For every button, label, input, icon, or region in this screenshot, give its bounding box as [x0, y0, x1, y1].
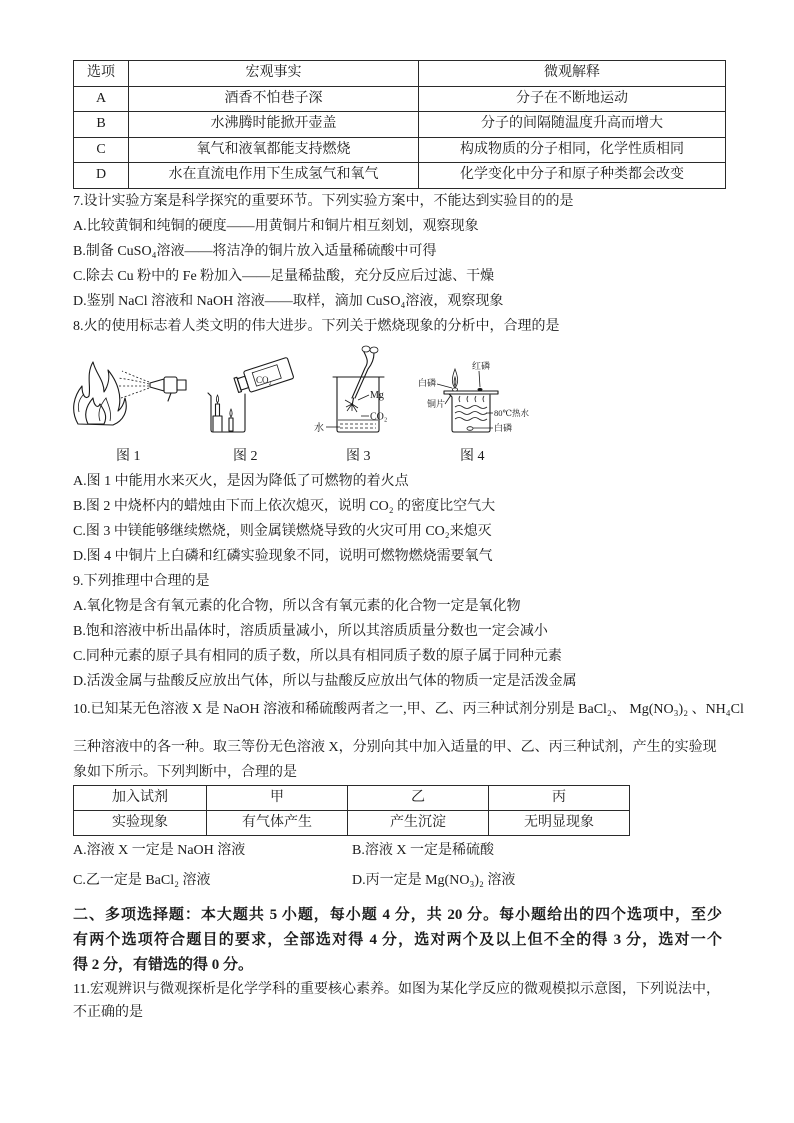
table-row [74, 137, 726, 163]
macro-micro-table [73, 60, 726, 189]
option-cell: C [74, 137, 129, 163]
option-cell: B [74, 112, 129, 138]
steam-lines [459, 396, 484, 402]
red-phosphorus [478, 388, 483, 391]
reagent-cell: 丙 [489, 786, 630, 811]
leader-line [445, 395, 451, 404]
hose-nozzle-icon [150, 377, 186, 401]
water-label: 水 [314, 423, 324, 434]
copper-plate-label: 铜片 [427, 399, 446, 409]
question-10-stem-first [73, 697, 744, 722]
table-row [74, 786, 630, 811]
table-row [74, 86, 726, 112]
micro-explanation-cell: 分子在不断地运动 [419, 86, 726, 112]
question-9-option-b: B.饱和溶液中析出晶体时，溶质质量减小，所以其溶质质量分数也一定会减小 [73, 624, 548, 639]
header-macro-fact: 宏观事实 [129, 61, 419, 87]
question-10-option-d: D.丙一定是 Mg(NO₃)₂ 溶液 [352, 873, 516, 888]
section-2-line: 二、多项选择题：本大题共 5 小题，每小题 4 分，共 20 分。每小题给出的四个选项中，至少 [73, 907, 722, 923]
question-7-option-a: A.比较黄铜和纯铜的硬度——用黄铜片和铜片相互刻划，观察现象 [73, 219, 479, 234]
section-2-line: 有两个选项符合题目的要求，全部选对得 4 分，选对两个及以上但不全的得 3 分，选对一个 [73, 932, 722, 948]
short-candle-icon [229, 418, 233, 431]
figure-2-caption: 图 2 [233, 449, 258, 464]
table-row [74, 112, 726, 138]
reagent-observation-table [73, 785, 630, 836]
question-8-option-d: D.图 4 中铜片上白磷和红磷实验现象不同，说明可燃物燃烧需要氧气 [73, 549, 493, 564]
question-8-stem: 8.火的使用标志着人类文明的伟大进步。下列关于燃烧现象的分析中，合理的是 [73, 319, 560, 334]
question-8-9 [73, 469, 577, 694]
question-7-option-b: B.制备 CuSO₄溶液——将洁净的铜片放入适量稀硫酸中可得 [73, 244, 437, 259]
question-9-option-d: D.活泼金属与盐酸反应放出气体，所以与盐酸反应放出气体的物质一定是活泼金属 [73, 674, 577, 689]
red-phosphorus-label: 红磷 [472, 361, 491, 371]
macro-fact-cell: 酒香不怕巷子深 [129, 86, 419, 112]
question-10-stem-rest [73, 735, 717, 785]
observation-header-cell: 实验现象 [74, 811, 207, 836]
micro-explanation-cell: 化学变化中分子和原子种类都会改变 [419, 163, 726, 189]
question-9-option-c: C.同种元素的原子具有相同的质子数，所以具有相同质子数的原子属于同种元素 [73, 649, 562, 664]
section-2-line: 得 2 分，有错选的得 0 分。 [73, 957, 254, 973]
hot-water-label: 80℃热水 [494, 408, 530, 418]
white-phosphorus-bottom-label: 白磷 [494, 423, 513, 433]
section-2-instructions [73, 903, 722, 978]
candle-flame-icon [216, 395, 218, 403]
figure-2-co2-candles [208, 357, 294, 432]
question-11 [73, 978, 720, 1024]
question-10-stem-line: 10.已知某无色溶液 X 是 NaOH 溶液和稀硫酸两者之一,甲、乙、丙三种试剂分别是 BaCl₂、 Mg(NO₃)₂ 、NH₄Cl [73, 702, 744, 717]
question-8-option-b: B.图 2 中烧杯内的蜡烛由下而上依次熄灭，说明 CO₂ 的密度比空气大 [73, 499, 496, 514]
macro-fact-cell: 水在直流电作用下生成氢气和氧气 [129, 163, 419, 189]
macro-fact-cell: 水沸腾时能掀开壶盖 [129, 112, 419, 138]
reagent-header-cell: 加入试剂 [74, 786, 207, 811]
flame-tongue [99, 398, 111, 421]
water-spray [118, 371, 149, 398]
gas-label: CO₂ [370, 411, 388, 423]
observation-cell: 无明显现象 [489, 811, 630, 836]
flame-tongue [78, 394, 84, 412]
flame-icon [74, 362, 127, 425]
question-10-option-c: C.乙一定是 BaCl₂ 溶液 [73, 873, 211, 888]
leader-line [479, 371, 480, 387]
reagent-cell: 乙 [348, 786, 489, 811]
question-8-option-a: A.图 1 中能用水来灭火，是因为降低了可燃物的着火点 [73, 474, 409, 489]
copper-plate [444, 391, 498, 394]
hot-water [455, 406, 487, 421]
question-9-option-a: A.氧化物是含有氧元素的化合物，所以含有氧元素的化合物一定是氧化物 [73, 599, 521, 614]
figure-1-fire-extinguishing [74, 362, 186, 425]
table-row [74, 163, 726, 189]
question-8-option-c: C.图 3 中镁能够继续燃烧，则金属镁燃烧导致的火灾可用 CO₂来熄灭 [73, 524, 492, 539]
figure-4-caption: 图 4 [460, 449, 485, 464]
table-header-row [74, 61, 726, 87]
metal-label: Mg [370, 390, 384, 401]
question-7-option-d: D.鉴别 NaCl 溶液和 NaOH 溶液——取样，滴加 CuSO₄溶液，观察现象 [73, 294, 504, 309]
figure-3-mg-in-co2 [314, 346, 387, 434]
figure-1-caption: 图 1 [116, 449, 141, 464]
burning-magnesium-icon [345, 398, 358, 412]
question-11-stem-line: 不正确的是 [73, 1005, 143, 1020]
combustion-figures [0, 335, 560, 450]
observation-cell: 有气体产生 [207, 811, 348, 836]
white-phosphorus-bottom [467, 427, 473, 431]
question-11-stem-line: 11.宏观辨识与微观探析是化学学科的重要核心素养。如图为某化学反应的微观模拟示意图，下列说法中， [73, 982, 720, 997]
observation-cell: 产生沉淀 [348, 811, 489, 836]
leader-line [437, 384, 452, 388]
tall-candle-icon [216, 404, 220, 416]
reagent-cell: 甲 [207, 786, 348, 811]
header-micro-explanation: 微观解释 [419, 61, 726, 87]
question-7 [73, 189, 574, 339]
bottle-gas-label: CO₂ [256, 375, 272, 385]
option-cell: D [74, 163, 129, 189]
question-9-stem: 9.下列推理中合理的是 [73, 574, 210, 589]
candle-stand [213, 416, 222, 431]
question-10-stem-line: 象如下所示。下列判断中，合理的是 [73, 765, 297, 780]
header-option: 选项 [74, 61, 129, 87]
micro-explanation-cell: 分子的间隔随温度升高而增大 [419, 112, 726, 138]
candle-flame-icon [230, 409, 232, 417]
question-7-option-c: C.除去 Cu 粉中的 Fe 粉加入——足量稀盐酸，充分反应后过滤、干燥 [73, 269, 495, 284]
question-10-option-b: B.溶液 X 一定是稀硫酸 [352, 843, 494, 858]
figure-3-caption: 图 3 [346, 449, 371, 464]
question-10-option-a: A.溶液 X 一定是 NaOH 溶液 [73, 843, 246, 858]
leader-line [358, 395, 369, 400]
question-10-stem-line: 三种溶液中的各一种。取三等份无色溶液 X，分别向其中加入适量的甲、乙、丙三种试剂，产生的实验现 [73, 740, 717, 755]
table-row [74, 811, 630, 836]
option-cell: A [74, 86, 129, 112]
inner-flame-icon [454, 377, 456, 386]
micro-explanation-cell: 构成物质的分子相同，化学性质相同 [419, 137, 726, 163]
white-phosphorus-top-label: 白磷 [418, 378, 437, 388]
macro-fact-cell: 氧气和液氧都能支持燃烧 [129, 137, 419, 163]
figure-4-phosphorus-experiment [418, 360, 530, 433]
question-7-stem: 7.设计实验方案是科学探究的重要环节。下列实验方案中，不能达到实验目的的是 [73, 194, 574, 209]
